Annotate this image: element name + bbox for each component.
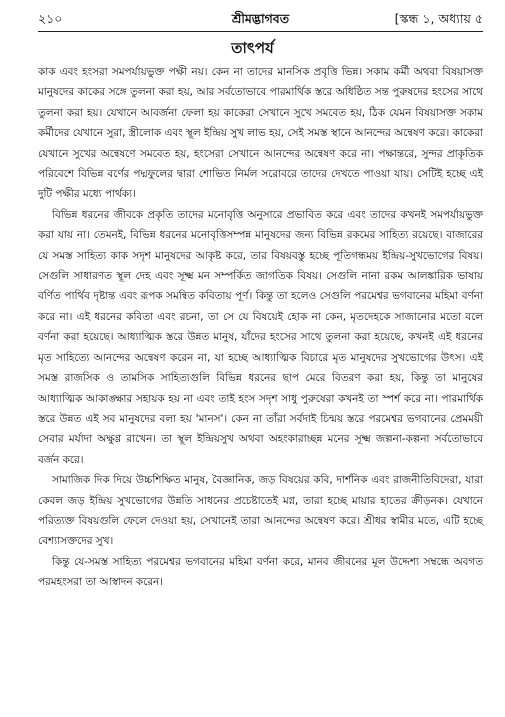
paragraph-3: সামাজিক দিক দিয়ে উচ্চশিক্ষিত মানুষ, বৈজ্ঞানিক, জড় বিষয়ের কবি, দার্শনিক এবং রাজনীতিবিদেরা, যারা কেবল জড় ইন্দ্রিয় সুখভোগের উন্নতি সাধনের প্রচেষ্টাতেই মগ্ন, তারা হচ্ছে মায়ার হাতের ক্রীড়নক। যেখানে পরিত্যক্ত বিষয়গুলি ফেলে দেওয়া হয়, সেখানেই তারা আনন্দের অন্বেষণ করে। শ্রীধর স্বামীর মতে, এটি হচ্ছে বেশ্যাসক্তদের সুখ।: [38, 474, 483, 548]
paragraph-2: বিভিন্ন ধরনের জীবকে প্রকৃতি তাদের মনোবৃত্তি অনুসারে প্রভাবিত করে এবং তাদের কখনই সমপর্যায়ভুক্ত করা যায় না। তেমনই, বিভিন্ন ধরনের মনোবৃত্তিসম্পন্ন মানুষদের জন্য বিভিন্ন রকমের সাহিত্য রয়েছে। বাজারের যে সমস্ত সাহিত্য কাক সদৃশ মানুষদের আকৃষ্ট করে, তার বিষয়বস্তু হচ্ছে পূতিগন্ধময় ইন্দ্রিয়-সুখভোগের বিষয়। সেগুলি সাধারণত স্থূল দেহ এবং সূক্ষ্ম মন সম্পর্কিত জাগতিক বিষয়। সেগুলি নানা রকম আলঙ্কারিক ভাষায় বর্ণিত পার্থিব দৃষ্টান্ত এবং রূপক সমন্বিত কবিতায় পূর্ণ। কিন্তু তা হলেও সেগুলি পরমেশ্বর ভগবানের মহিমা বর্ণনা করে না। এই ধরনের কবিতা এবং রচনা, তা সে যে বিষয়েই হোক না কেন, মৃতদেহকে সাজানোর মতো বলে বর্ণনা করা হয়েছে। আধ্যাত্মিক স্তরে উন্নত মানুষ, যাঁদের হংসের সাথে তুলনা করা হয়েছে, কখনই এই ধরনের মৃত সাহিত্যে আনন্দের অন্বেষণ করেন না, যা হচ্ছে আধ্যাত্মিক বিচারে মৃত মানুষদের সুখভোগের উৎস। এই সমস্ত রাজসিক ও তামসিক সাহিত্যগুলি বিভিন্ন ধরনের ছাপ মেরে বিতরণ করা হয়, কিন্তু তা মানুষের আধ্যাত্মিক আকাঙ্ক্ষার সহায়ক হয় না এবং তাই হংস সদৃশ সাধু পুরুষেরা কখনই তা স্পর্শ করে না। পারমার্থিক স্তরে উন্নত এই সব মানুষদের বলা হয় 'মানস'। কেন না তাঁরা সর্বদাই চিন্ময় স্তরে পরমেশ্বর ভগবানের প্রেমময়ী সেবার মর্যাদা অক্ষুণ্ণ রাখেন। তা স্থূল ইন্দ্রিয়সুখ অথবা অহংকারাচ্ছন্ন মনের সূক্ষ্ম জল্পনা-কল্পনা সর্বতোভাবে বর্জন করে।: [38, 208, 483, 466]
body-text: [38, 62, 483, 593]
book-title: শ্রীমদ্ভাগবত: [231, 11, 290, 26]
page-header: [38, 9, 483, 29]
paragraph-4: কিন্তু যে-সমস্ত সাহিত্য পরমেশ্বর ভগবানের মহিমা বর্ণনা করে, মানব জীবনের মূল উদ্দেশ্য সম্বন্ধে অবগত পরমহংসরা তা আস্বাদন করেন।: [38, 555, 483, 589]
paragraph-1: কাক এবং হংসরা সমপর্যায়ভুক্ত পক্ষী নয়। কেন না তাদের মানসিক প্রবৃত্তি ভিন্ন। সকাম কর্মী অথবা বিষয়াসক্ত মানুষদের কাকের সঙ্গে তুলনা করা হয়, আর সর্বতোভাবে পারমার্থিক স্তরে অধিষ্ঠিত সন্ত পুরুষদের হংসের সাথে তুলনা করা হয়। যেখানে আবর্জনা ফেলা হয় কাকেরা সেখানে সুখে সমবেত হয়, ঠিক যেমন বিষয়াসক্ত সকাম কর্মীদের যেখানে সুরা, স্ত্রীলোক এবং স্থূল ইন্দ্রিয় সুখ লাভ হয়, সেই সমস্ত স্থানে আনন্দের অন্বেষণ করে। কাকেরা যেখানে সুখের অন্বেষণে সমবেত হয়, হংসেরা সেখানে আনন্দের অন্বেষণ করে না। পক্ষান্তরে, সুন্দর প্রাকৃতিক পরিবেশে বিভিন্ন বর্ণের পদ্মফুলের দ্বারা শোভিত নির্মল সরোবরে তাদের দেখতে পাওয়া যায়। সেটিই হচ্ছে এই দুটি পক্ষীর মধ্যে পার্থক্য।: [38, 66, 483, 201]
header-divider: [38, 31, 483, 32]
chapter-reference: [স্কন্ধ ১, অধ্যায় ৫: [394, 11, 483, 26]
page-number: ২১০: [38, 11, 63, 26]
section-heading: তাৎপর্য: [231, 39, 274, 57]
